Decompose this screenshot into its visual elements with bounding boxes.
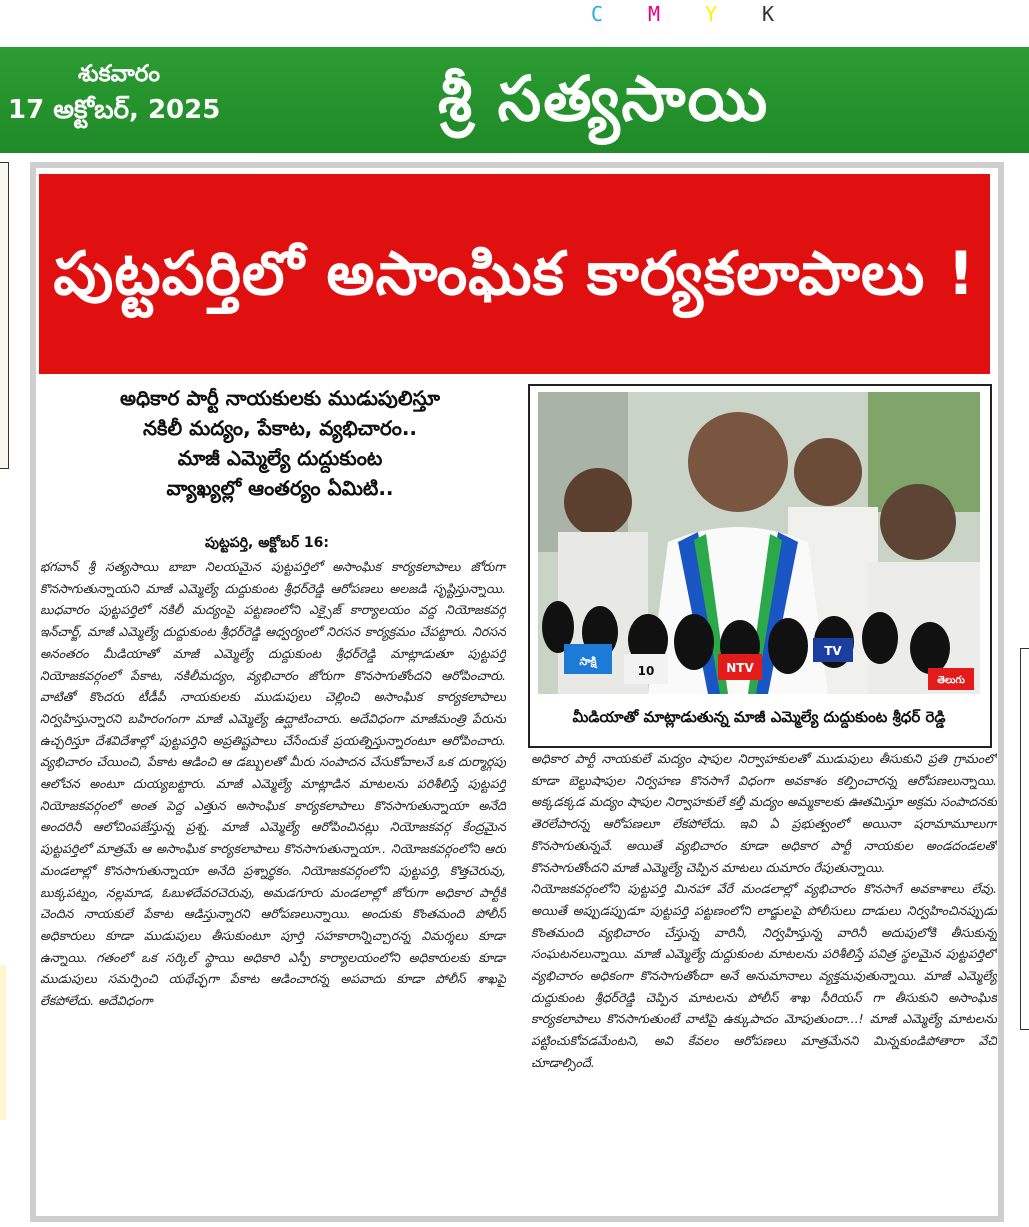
photo-frame: [528, 384, 992, 748]
adjacent-article-edge-right: [1020, 648, 1029, 1030]
dateline: పుట్టపర్తి, అక్టోబర్ 16:: [205, 535, 329, 551]
article-text-left: [40, 556, 506, 1206]
subheadline-line: అధికార పార్టీ నాయకులకు ముడుపులిస్తూ: [120, 386, 440, 410]
mic-label: తెలుగు: [937, 675, 965, 686]
cmyk-k: K: [762, 2, 775, 26]
paragraph: నియోజకవర్గంలోని పుట్టపర్తి మినహా వేరే మండలాల్లో వ్యభిచారం కొనసాగే అవకాశాలు లేవు. అయితే అప్పుడప్పుడూ పుట్టపర్తి పట్టణంలోని లాడ్జులపై పోలీసులు దాడులు నిర్వహించినప్పుడు కొంతమంది వ్యభిచారం చేస్తున్న వారినీ, నిర్వహిస్తున్న వారినీ అదుపులోకి తీసుకున్న సంఘటనలున్నాయి. మాజీ ఎమ్మెల్యే దుద్దుకుంట మాటలను పరిశీలిస్తే పవిత్ర స్థలమైన పుట్టపర్తిలో వ్యభిచారం అధికంగా కొనసాగుతోందా అనే అనుమానాలు వ్యక్తమవుతున్నాయి. మాజీ ఎమ్మెల్యే దుద్దుకుంట శ్రీధర్‌రెడ్డి చెప్పిన మాటలను పోలీస్ శాఖ సీరియస్ గా తీసుకుని అసాంఘిక కార్యకలాపాలు కొనసాగుతుంటే వాటిపై ఉక్కుపాదం మోపుతుందా...! మాజీ ఎమ్మెల్యే మాటలను పట్టించుకోవడమేంటని, అవి కేవలం ఆరోపణలు మాత్రమేనని మిన్నకుండిపోతారా వేచి చూడాల్సిందే.: [531, 881, 997, 1070]
adjacent-article-edge-left: [0, 162, 9, 469]
mic-label: NTV: [726, 661, 754, 675]
photo-caption: మీడియాతో మాట్లాడుతున్న మాజీ ఎమ్మెల్యే దుద్దుకుంట శ్రీధర్ రెడ్డి: [572, 708, 946, 726]
headline: పుట్టపర్తిలో అసాంఘిక కార్యకలాపాలు !: [53, 239, 976, 309]
adjacent-box-edge-left: [0, 965, 6, 1120]
press-photo: [538, 392, 980, 694]
mic-label: TV: [824, 644, 842, 658]
masthead-date: 17 అక్టోబర్, 2025: [8, 95, 221, 125]
article-text-right: [531, 748, 997, 1208]
subheadline-line: వ్యాఖ్యల్లో ఆంతర్యం ఏమిటి..: [166, 476, 394, 500]
paragraph: భగవాన్ శ్రీ సత్యసాయి బాబా నిలయమైన పుట్టపర్తిలో అసాంఘిక కార్యకలాపాలు జోరుగా కొనసాగుతున్నాయని మాజీ ఎమ్మెల్యే దుద్దుకుంట శ్రీధర్‌రెడ్డి ఆరోపణలు అలజడి సృష్టిస్తున్నాయి. బుధవారం పుట్టపర్తిలో నకిలీ మద్యంపై పట్టణంలోని ఎక్సైజ్ కార్యాలయం వద్ద నియోజకవర్గ ఇన్‌చార్జ్, మాజీ ఎమ్మెల్యే దుద్దుకుంట శ్రీధర్‌రెడ్డి ఆధ్వర్యంలో నిరసన కార్యక్రమం చేపట్టారు. నిరసన అనంతరం మీడియాతో మాజీ ఎమ్మెల్యే దుద్దుకుంట శ్రీధర్‌రెడ్డి మాట్లాడుతూ పుట్టపర్తి నియోజకవర్గంలో పేకాట, నకిలీమద్యం, వ్యభిచారం జోరుగా కొనసాగుతోందని ఆరోపించారు. వాటితో కొందరు టీడీపీ నాయకులకు ముడుపులు చెల్లించి అసాంఘిక కార్యకలాపాలు నిర్వహిస్తున్నారని బహిరంగంగా మాజీ ఎమ్మెల్యే ఉద్ఘాటించారు. అదేవిధంగా మాజీమంత్రి పేరును ఉచ్చరిస్తూ దేశవిదేశాల్లో పుట్టపర్తిని అప్రతిష్టపాలు చేసేందుకే ప్రయత్నిస్తున్నారంటూ ఆరోపించారు. వ్యభిచారం చేయించి, పేకాట ఆడించి ఆ డబ్బులతో మీరు సంపాదన చేసుకోవాలనే ఒక దుర్మార్గపు ఆలోచన అంటూ దుయ్యబట్టారు. మాజీ ఎమ్మెల్యే మాట్లాడిన మాటలను పరిశీలిస్తే పుట్టపర్తి నియోజకవర్గంలో అంత పెద్ద ఎత్తున అసాంఘిక కార్యకలాపాలు కొనసాగుతున్నాయా అనేది అందరినీ ఆలోచింపజేస్తున్న ప్రశ్న. మాజీ ఎమ్మెల్యే ఆరోపించినట్లు నియోజకవర్గ కేంద్రమైన పుట్టపర్తిలో మాత్రమే ఆ అసాంఘిక కార్యకలాపాలు కొనసాగుతున్నాయా.. నియోజకవర్గంలోని ఆరు మండలాల్లో కొనసాగుతున్నాయా అనేది ప్రశ్నార్థకం. నియోజకవర్గంలోని పుట్టపర్తి, కొత్తచెరువు, బుక్కపట్నం, నల్లమాడ, ఓబుళదేవరచెరువు, అమడగూరు మండలాల్లో జోరుగా అధికార పార్టీకి చెందిన నాయకులే పేకాట ఆడిస్తున్నారని ఆరోపణలున్నాయి. అందుకు కొంతమంది పోలీస్ అధికారులు కూడా ముడుపులు తీసుకుంటూ పూర్తి సహకారాన్నిచ్చారన్న విమర్శలు కూడా ఉన్నాయి. గతంలో ఒక సర్కిల్ స్థాయి అధికారి ఎస్పీ కార్యాలయంలోని అధికారులకు కూడా ముడుపులు సమర్పించి యథేచ్ఛగా పేకాట ఆడించారన్న అపవాదు కూడా పోలీస్ శాఖపై లేకపోలేదు. అదేవిధంగా: [40, 559, 506, 1009]
cmyk-registration-marks: [585, 0, 805, 26]
subheadline-line: మాజీ ఎమ్మెల్యే దుద్దుకుంట: [177, 446, 383, 470]
press-photo-illustration: [538, 392, 980, 694]
cmyk-c: C: [591, 2, 604, 26]
masthead-day: శుకవారం: [78, 61, 161, 87]
cmyk-m: M: [648, 2, 661, 26]
masthead: [0, 47, 1029, 153]
masthead-title: శ్రీ సత్యసాయి: [438, 62, 770, 135]
paragraph: అధికార పార్టీ నాయకులే మద్యం షాపుల నిర్వాహకులతో ముడుపులు తీసుకుని ప్రతి గ్రామంలో కూడా బెల్టుషాపుల నిర్వహణ కొనసాగే విధంగా అవకాశం కల్పించారన్న ఆరోపణలున్నాయి. అక్కడక్కడ మద్యం షాపుల నిర్వాహకులే కల్తీ మద్యం అమ్మకాలకు ఊతమిస్తూ అక్రమ సంపాదనకు తెరలేపారన్న ఆరోపణలూ లేకపోలేదు. ఇవి ఏ ప్రభుత్వంలో అయినా షరామామూలుగా కొనసాగుతున్నవే. అయితే వ్యభిచారం కూడా అధికార పార్టీ నాయకుల అండదండలతో కొనసాగుతోందని మాజీ ఎమ్మెల్యే చెప్పిన మాటలు దుమారం రేపుతున్నాయి.: [531, 751, 997, 875]
mic-label: సాక్షి: [579, 655, 597, 668]
subheadline: [40, 383, 520, 503]
headline-banner: [39, 174, 990, 374]
cmyk-y: Y: [705, 2, 718, 26]
subheadline-line: నకిలీ మద్యం, పేకాట, వ్యభిచారం..: [142, 416, 418, 440]
mic-label: 10: [637, 664, 655, 678]
